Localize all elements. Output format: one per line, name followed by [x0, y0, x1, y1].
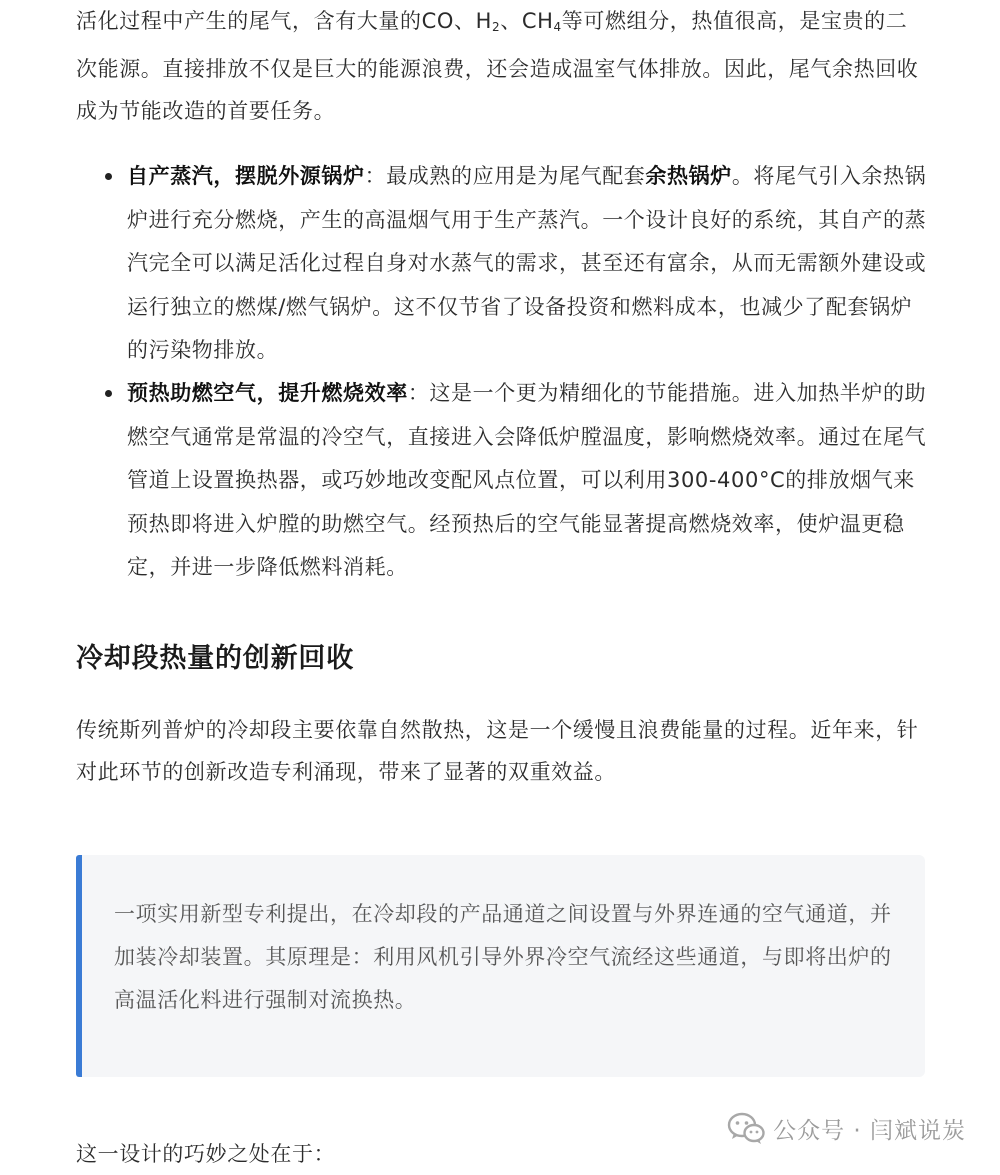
subscript-4: 4: [553, 20, 562, 34]
bullet-text: ：最成熟的应用是为尾气配套: [364, 164, 646, 188]
intro-text-a: 活化过程中产生的尾气，含有大量的CO、H: [76, 9, 492, 33]
blockquote: [76, 855, 925, 1077]
bullet-title: 自产蒸汽，摆脱外源锅炉: [127, 164, 365, 188]
section-paragraph: 传统斯列普炉的冷却段主要依靠自然散热，这是一个缓慢且浪费能量的过程。近年来，针对此环节的创新改造专利涌现，带来了显著的双重效益。: [76, 718, 919, 784]
bullet-text: ：这是一个更为精细化的节能措施。进入加热半炉的助燃空气通常是常温的冷空气，直接进入会降低炉膛温度，影响燃烧效率。通过在尾气管道上设置换热器，或巧妙地改变配风点位置，可以利用300-400°C的排放烟气来预热即将进入炉膛的助燃空气。经预热后的空气能显著提高燃烧效率，使炉温更稳定，并进一步降低燃料消耗。: [127, 381, 927, 579]
wechat-icon: [727, 1111, 765, 1145]
bullet-dot: [105, 390, 112, 397]
intro-text-c: 等可燃组分，热值很高，是宝贵的二次能源。直接排放不仅是巨大的能源浪费，还会造成温室气体排放。因此，尾气余热回收成为节能改造的首要任务。: [76, 9, 919, 123]
bullet-dot: [105, 173, 112, 180]
bullet-text-continued: 。将尾气引入余热锅炉进行充分燃烧，产生的高温烟气用于生产蒸汽。一个设计良好的系统，其自产的蒸汽完全可以满足活化过程自身对水蒸气的需求，甚至还有富余，从而无需额外建设或运行独立的燃煤/燃气锅炉。这不仅节省了设备投资和燃料成本，也减少了配套锅炉的污染物排放。: [127, 164, 927, 362]
intro-text-b: 、CH: [500, 9, 554, 33]
blockquote-accent-bar: [76, 855, 82, 1077]
closing-paragraph: 这一设计的巧妙之处在于：: [76, 1142, 336, 1166]
bullet-title: 预热助燃空气，提升燃烧效率: [127, 381, 408, 405]
watermark-text: 公众号 · 闫斌说炭: [773, 1117, 966, 1144]
section-heading: 冷却段热量的创新回收: [76, 643, 354, 674]
watermark: [727, 1108, 966, 1148]
intro-paragraph: [76, 0, 928, 132]
bullet-item-steam: [76, 155, 928, 373]
subscript-2: 2: [491, 20, 501, 34]
blockquote-text: 一项实用新型专利提出，在冷却段的产品通道之间设置与外界连通的空气通道，并加装冷却装置。其原理是：利用风机引导外界冷空气流经这些通道，与即将出炉的高温活化料进行强制对流换热。: [114, 902, 892, 1012]
bullet-bold-term: 余热锅炉: [645, 164, 732, 188]
bullet-item-preheat: [76, 372, 928, 590]
